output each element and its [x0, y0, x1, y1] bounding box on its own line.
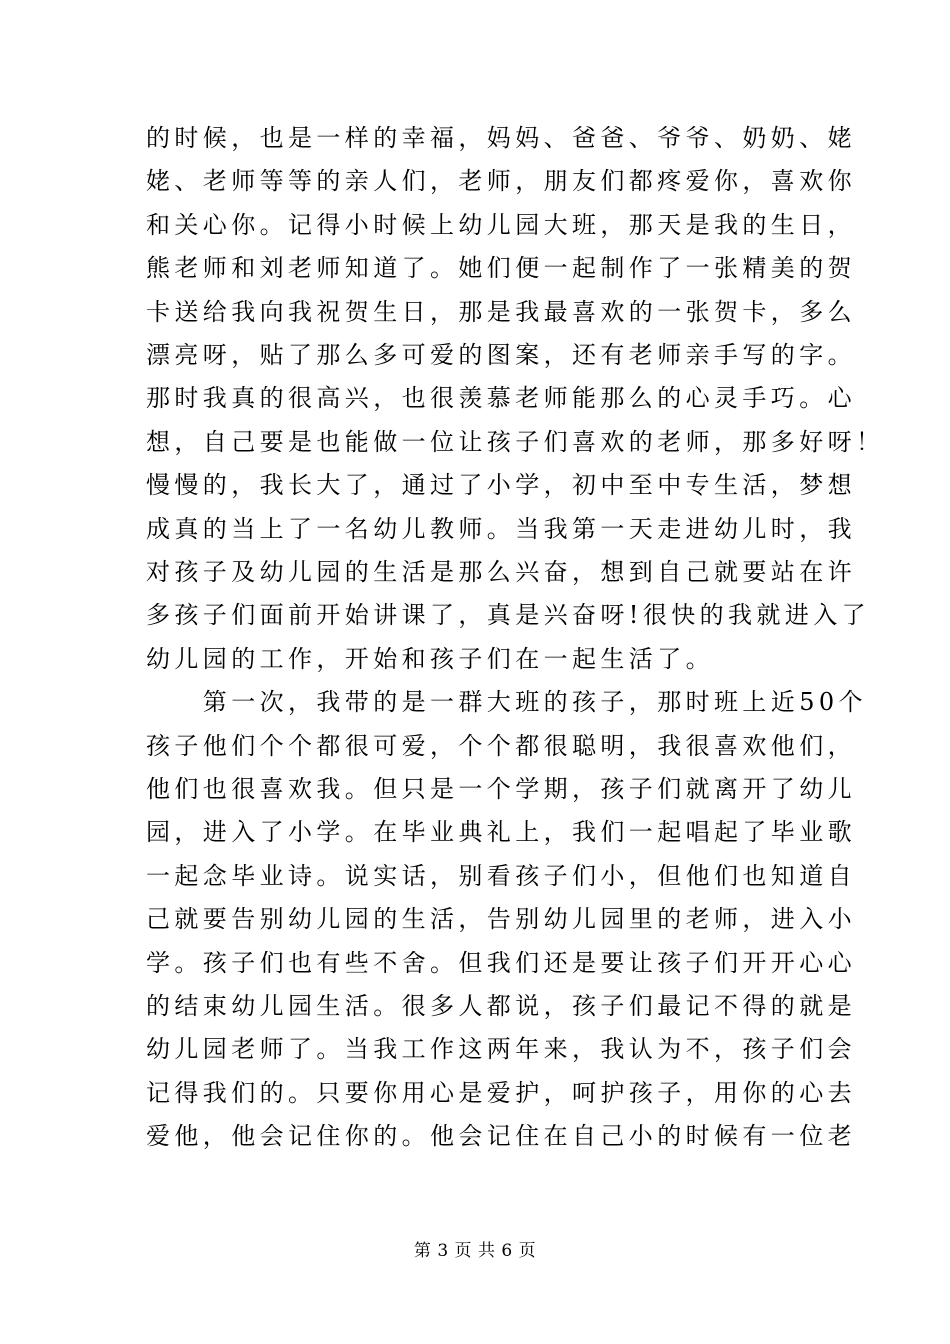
- text-line: 第一次，我带的是一群大班的孩子，那时班上近50个: [146, 688, 867, 717]
- text-line: 一起念毕业诗。说实话，别看孩子们小，但他们也知道自: [146, 861, 856, 890]
- text-line: 学。孩子们也有些不舍。但我们还是要让孩子们开开心心: [146, 948, 856, 977]
- text-line: 和关心你。记得小时候上幼儿园大班，那天是我的生日，: [146, 210, 856, 239]
- text-line: 慢慢的，我长大了，通过了小学，初中至中专生活，梦想: [146, 471, 856, 500]
- page-footer: 第 3 页 共 6 页: [413, 1241, 537, 1261]
- text-line: 姥、老师等等的亲人们，老师，朋友们都疼爱你，喜欢你: [146, 167, 856, 196]
- text-line: 幼儿园老师了。当我工作这两年来，我认为不，孩子们会: [146, 1035, 856, 1064]
- text-line: 那时我真的很高兴，也很羡慕老师能那么的心灵手巧。心: [146, 384, 856, 413]
- text-line: 熊老师和刘老师知道了。她们便一起制作了一张精美的贺: [146, 254, 856, 283]
- text-line: 园，进入了小学。在毕业典礼上，我们一起唱起了毕业歌: [146, 818, 856, 847]
- text-line: 爱他，他会记住你的。他会记住在自己小的时候有一位老: [146, 1122, 856, 1151]
- text-line: 他们也很喜欢我。但只是一个学期，孩子们就离开了幼儿: [146, 775, 856, 803]
- text-line: 想，自己要是也能做一位让孩子们喜欢的老师，那多好呀！: [146, 427, 885, 456]
- text-line: 多孩子们面前开始讲课了，真是兴奋呀!很快的我就进入了: [146, 601, 871, 630]
- text-line: 的结束幼儿园生活。很多人都说，孩子们最记不得的就是: [146, 992, 856, 1020]
- text-line: 成真的当上了一名幼儿教师。当我第一天走进幼儿时，我: [146, 514, 856, 543]
- text-line: 的时候，也是一样的幸福，妈妈、爸爸、爷爷、奶奶、姥: [146, 124, 856, 152]
- text-line: 记得我们的。只要你用心是爱护，呵护孩子，用你的心去: [146, 1078, 856, 1107]
- text-line: 己就要告别幼儿园的生活，告别幼儿园里的老师，进入小: [146, 905, 856, 934]
- text-line: 孩子他们个个都很可爱，个个都很聪明，我很喜欢他们，: [146, 731, 856, 760]
- text-line: 卡送给我向我祝贺生日，那是我最喜欢的一张贺卡，多么: [146, 297, 856, 326]
- text-line: 漂亮呀，贴了那么多可爱的图案，还有老师亲手写的字。: [146, 341, 856, 369]
- text-line: 对孩子及幼儿园的生活是那么兴奋，想到自己就要站在许: [146, 558, 856, 586]
- text-line: 幼儿园的工作，开始和孩子们在一起生活了。: [146, 644, 714, 673]
